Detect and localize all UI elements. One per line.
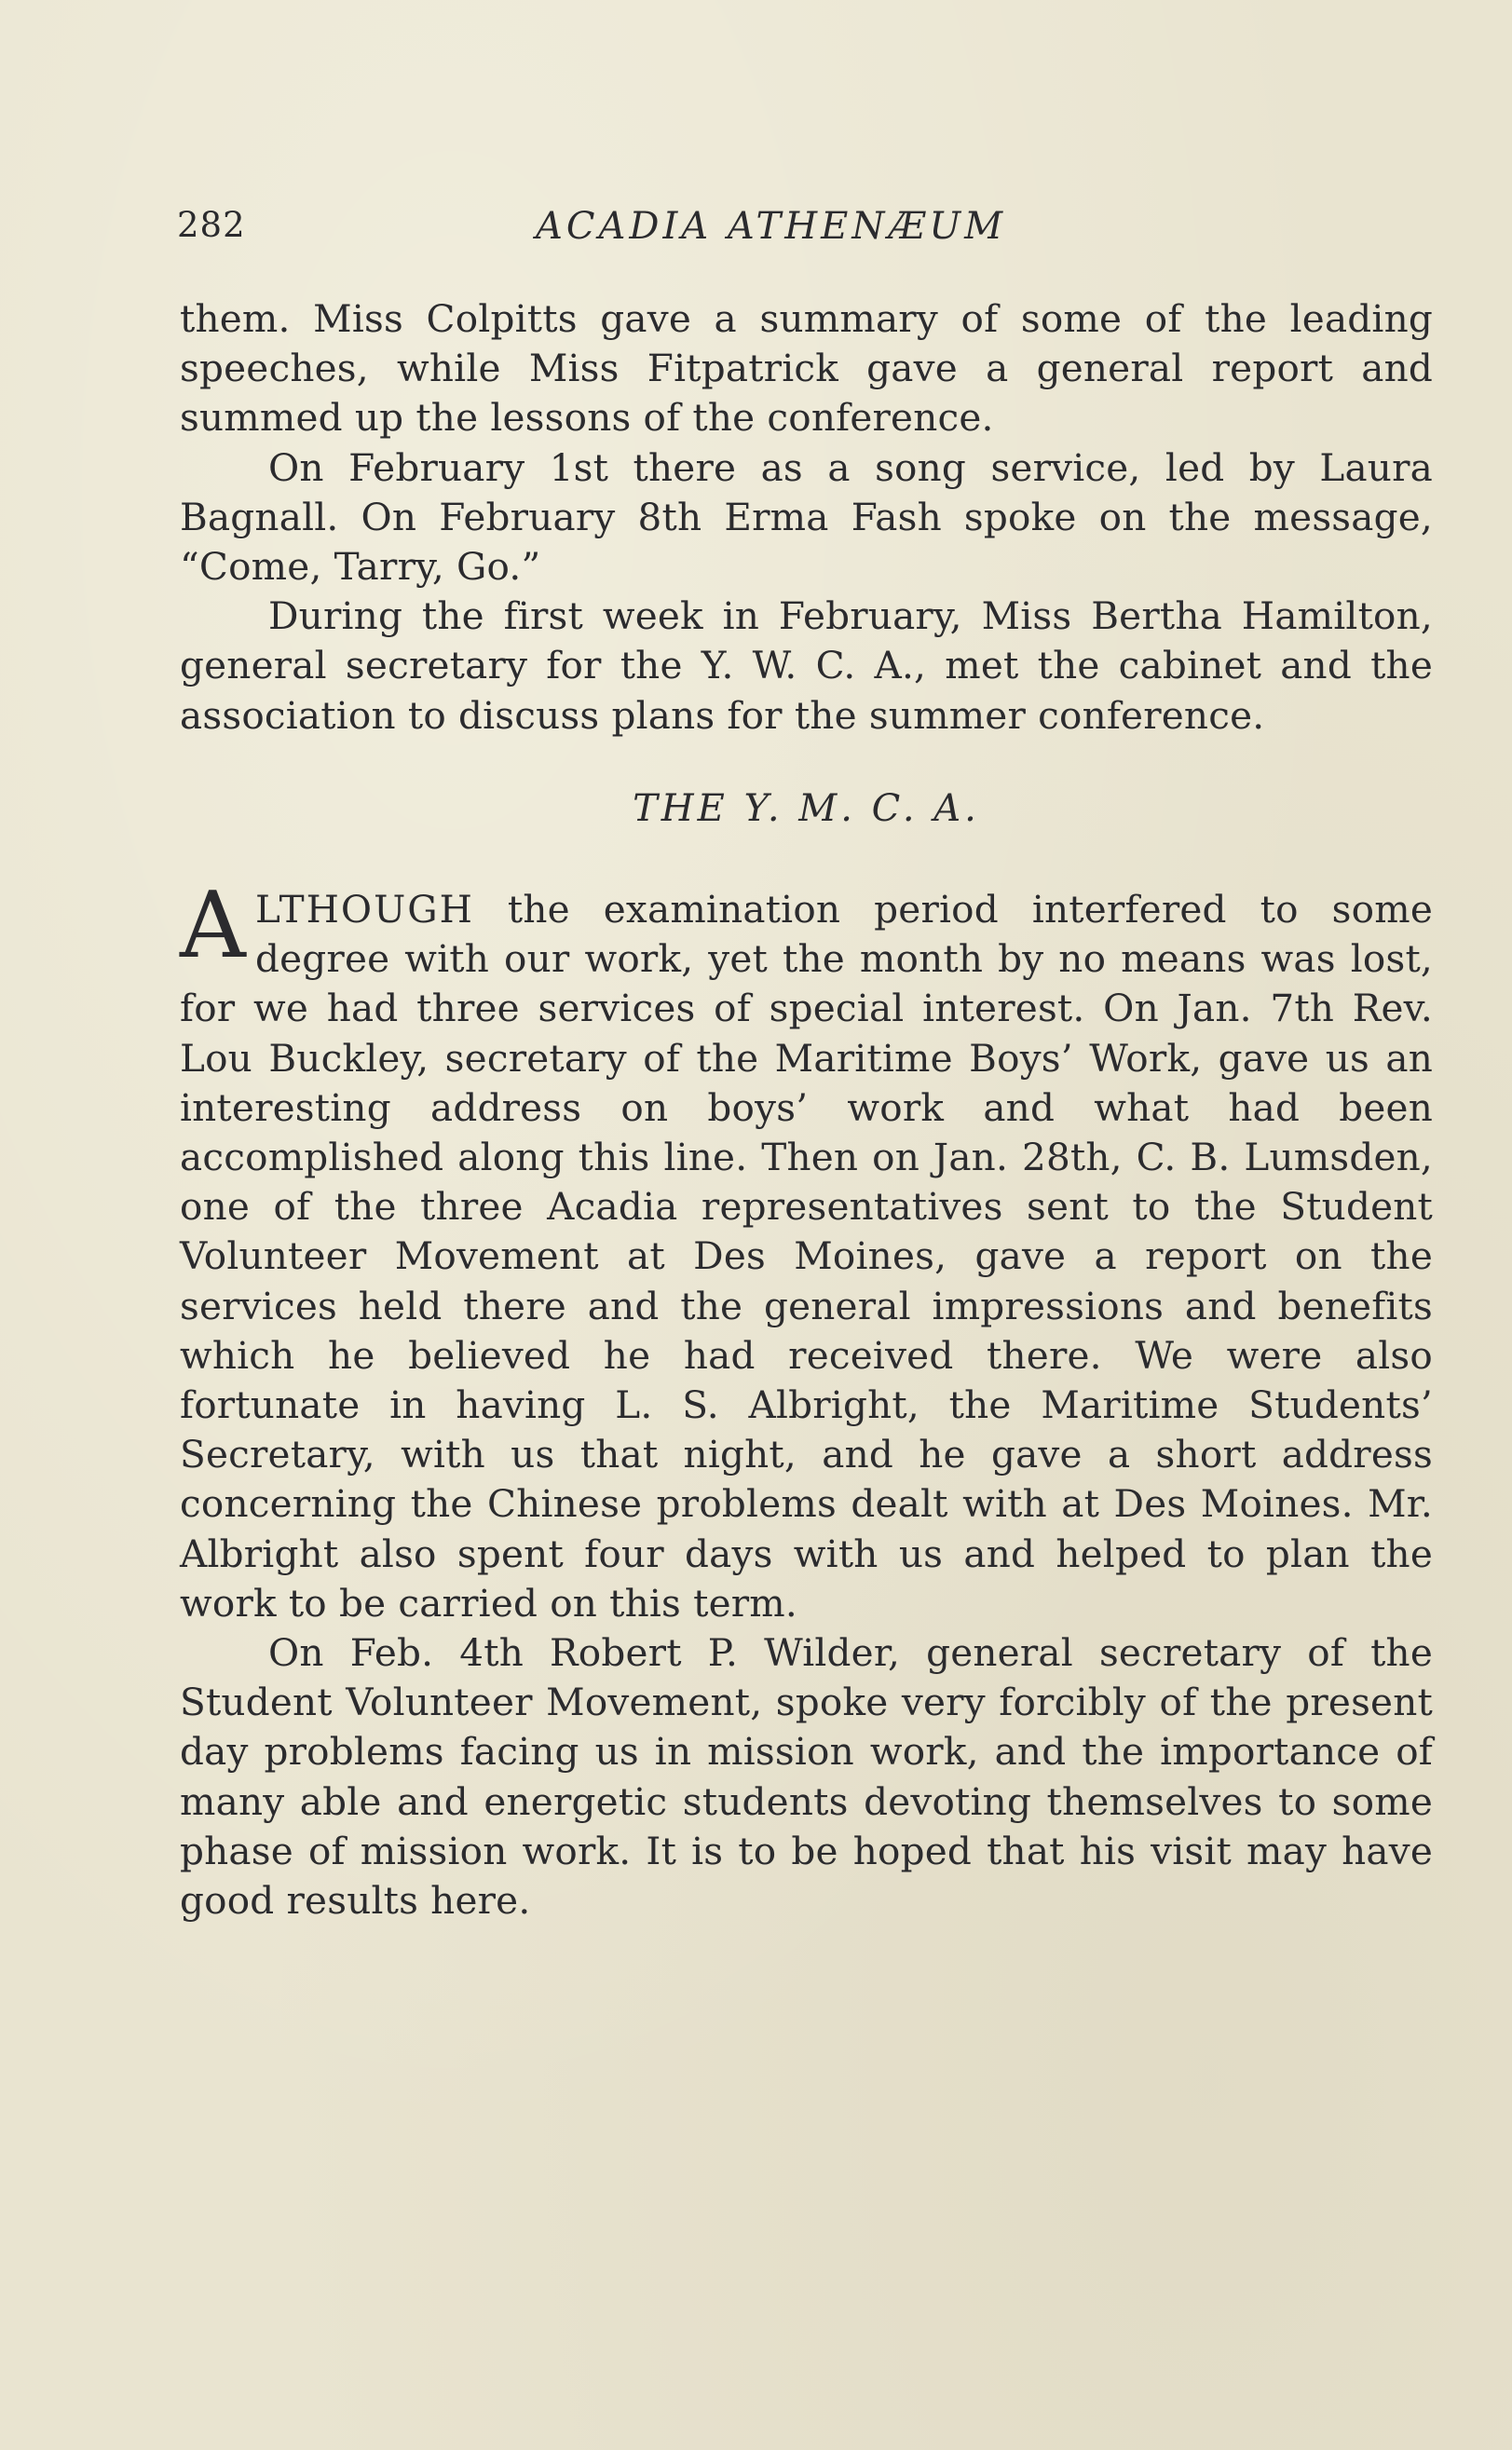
drop-cap: A xyxy=(180,873,246,979)
ywca-report xyxy=(180,294,1433,741)
running-header xyxy=(177,205,1430,252)
ymca-report xyxy=(180,873,1433,1926)
paragraph: them. Miss Colpitts gave a summary of some of the leading speeches, while Miss Fitpatrick gave a general report and summed up the lessons of the conference. xyxy=(180,296,1433,441)
opening-words: LTHOUGH xyxy=(254,887,474,932)
paragraph-text: the examination period interfered to some degree with our work, yet the month by no means was lost, for we had three services of special interest. On Jan. 7th Rev. Lou Buckley, secretary of the Maritime Boys’ Work, gave us an interesting address on boys’ work and what had been accomplished along this line. Then on Jan. 28th, C. B. Lumsden, one of the three Acadia representatives sent to the Student Volunteer Movement at Des Moines, gave a report on the services held there and the general impressions and benefits which he believed he had received there. We were also fortunate in having L. S. Albright, the Maritime Students’ Secretary, with us that night, and he gave a short address concerning the Chinese problems dealt with at Des Moines. Mr. Albright also spent four days with us and helped to plan the work to be carried on this term. xyxy=(180,887,1433,1626)
paragraph: During the first week in February, Miss Bertha Hamilton, general secretary for the Y. W. C. A., met the cabinet and the association to discuss plans for the summer conference. xyxy=(180,593,1433,738)
page-number: 282 xyxy=(177,205,246,245)
journal-title: ACADIA ATHENÆUM xyxy=(536,205,1007,248)
paragraph: On February 1st there as a song service, led by Laura Bagnall. On February 8th Erma Fash spoke on the message, “Come, Tarry, Go.” xyxy=(180,444,1433,590)
paragraph: On Feb. 4th Robert P. Wilder, general secretary of the Student Volunteer Movement, spoke very forcibly of the present day problems facing us in mission work, and the importance of many able and energetic students devoting themselves to some phase of mission work. It is to be hoped that his visit may have good results here. xyxy=(180,1630,1433,1924)
paragraph xyxy=(180,873,1433,1628)
section-heading: THE Y. M. C. A. xyxy=(633,787,980,830)
